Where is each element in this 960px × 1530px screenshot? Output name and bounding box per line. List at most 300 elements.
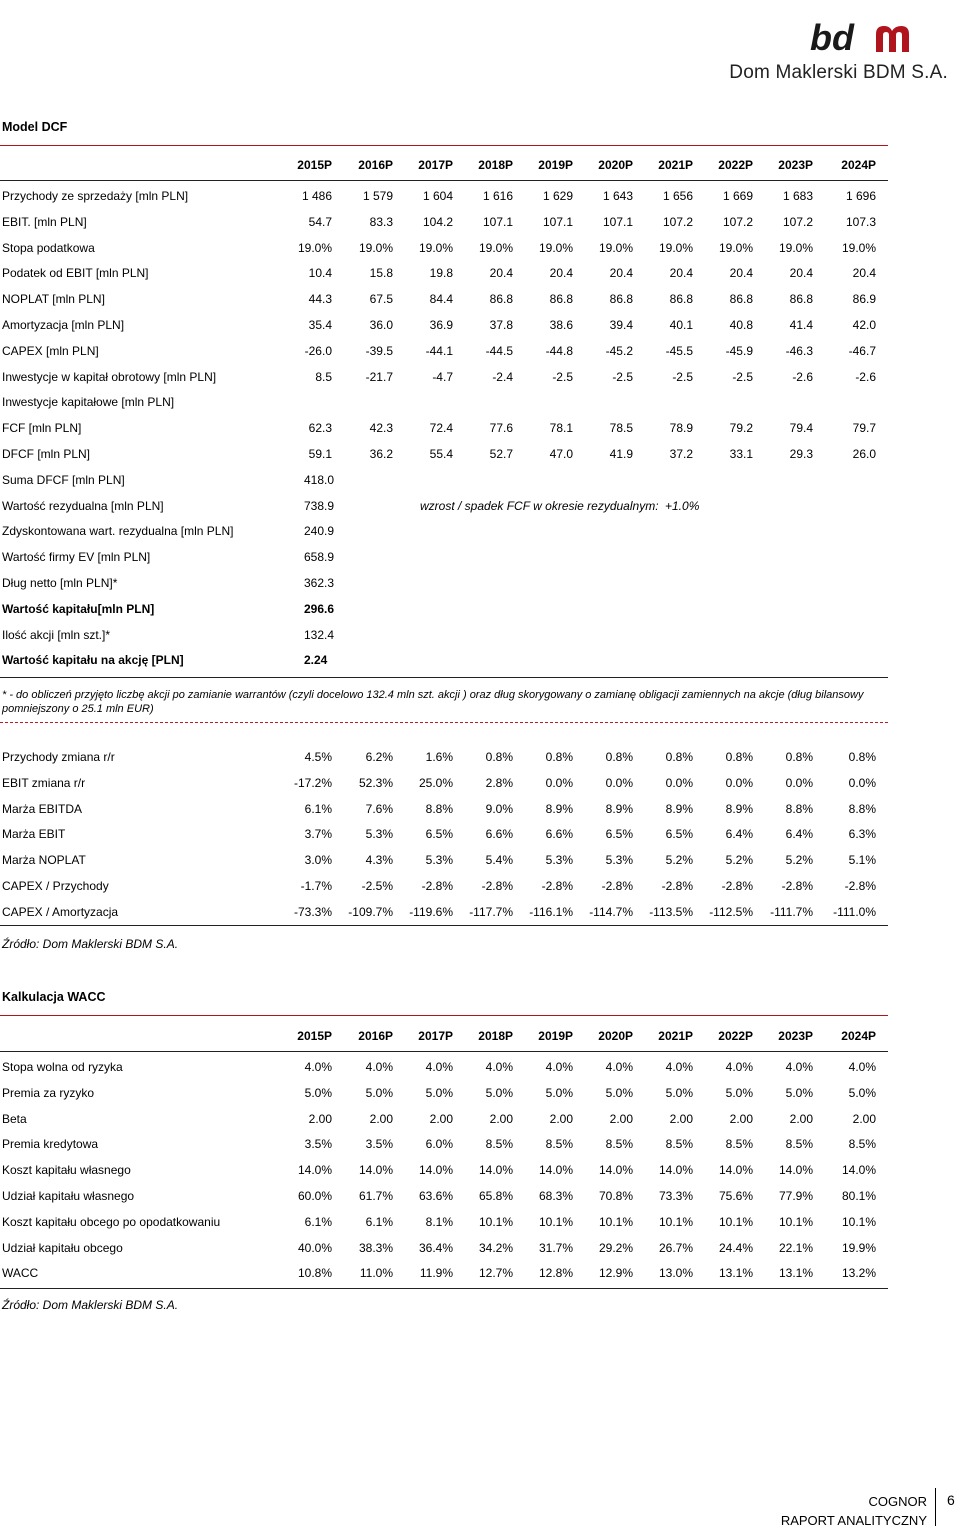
wacc-row-cell: 5.0% <box>605 1085 633 1100</box>
dcf-row-cell: -46.7 <box>848 343 876 358</box>
dcf-ratio-row-cell: 5.2% <box>725 853 753 868</box>
dcf-top-rule <box>0 145 888 146</box>
dcf-row-cell: 86.8 <box>669 292 693 307</box>
dcf-ratio-row-cell: 52.3% <box>358 775 393 790</box>
dcf-row-cell: 36.2 <box>369 447 393 461</box>
dcf-row-cell: -44.5 <box>485 343 513 358</box>
wacc-row-cell: 4.0% <box>665 1060 693 1074</box>
wacc-row-cell: 8.5% <box>485 1137 513 1152</box>
dcf-ratio-row <box>0 905 888 923</box>
wacc-row-cell: 14.0% <box>358 1163 393 1178</box>
dcf-ratio-row-cell: 8.9% <box>725 801 753 816</box>
dcf-row-cell: 20.4 <box>789 266 813 281</box>
dcf-row-cell: 107.1 <box>542 214 573 229</box>
wacc-row-cell: 3.5% <box>365 1137 393 1152</box>
dcf-ratio-row-cell: 6.2% <box>365 750 393 764</box>
dcf-row-cell: 15.8 <box>369 266 393 281</box>
dcf-ratio-row-cell: 5.2% <box>665 853 693 868</box>
wacc-row-cell: 10.1% <box>538 1214 573 1229</box>
wacc-row-cell: 4.0% <box>848 1060 876 1074</box>
dcf-summary-rule <box>0 677 888 678</box>
dcf-row-cell: 86.8 <box>609 292 633 307</box>
dcf-header-row-cell: 2017P <box>418 158 453 172</box>
wacc-row-cell: 14.0% <box>538 1163 573 1178</box>
wacc-row-cell: 10.1% <box>841 1214 876 1229</box>
wacc-row-cell: 5.0% <box>425 1085 453 1100</box>
wacc-row-label: Udział kapitału obcego <box>2 1240 123 1255</box>
wacc-row-cell: 5.0% <box>304 1085 332 1100</box>
dcf-row-cell: -44.1 <box>425 343 453 358</box>
dcf-ratio-row-cell: -2.5% <box>361 879 393 893</box>
wacc-source: Źródło: Dom Maklerski BDM S.A. <box>2 1298 179 1312</box>
dcf-row-cell: 1 643 <box>602 189 633 203</box>
dcf-ratio-row-cell: 0.8% <box>785 750 813 764</box>
dcf-ratio-row-cell: 0.0% <box>785 775 813 790</box>
dcf-row <box>0 318 888 336</box>
company-logo-text: Dom Maklerski BDM S.A. <box>729 62 948 83</box>
dcf-ratio-row-cell: 0.8% <box>725 750 753 764</box>
wacc-row-cell: 40.0% <box>297 1240 332 1255</box>
wacc-row-cell: 5.0% <box>365 1085 393 1100</box>
dcf-row-cell: 78.5 <box>609 421 633 436</box>
wacc-row-cell: 10.1% <box>718 1214 753 1229</box>
dcf-row-cell: -26.0 <box>304 343 332 358</box>
dcf-row-cell: 19.0% <box>658 240 693 255</box>
dcf-ratio-row-cell: -2.8% <box>721 879 753 893</box>
dcf-ratio-row-label: EBIT zmiana r/r <box>2 775 86 790</box>
wacc-row-cell: 4.0% <box>485 1060 513 1074</box>
dcf-header-rule <box>0 180 888 181</box>
dcf-row-cell: 44.3 <box>308 292 332 307</box>
dcf-row-cell: 42.3 <box>369 421 393 436</box>
dcf-row-cell: 72.4 <box>429 421 453 436</box>
wacc-row-cell: 29.2% <box>598 1240 633 1255</box>
dcf-row-cell: 19.8 <box>429 266 453 281</box>
dcf-ratio-row-cell: 6.4% <box>725 827 753 842</box>
dcf-ratio-row-cell: 7.6% <box>365 801 393 816</box>
wacc-row-cell: 8.5% <box>605 1137 633 1152</box>
dcf-ratio-row-cell: 0.8% <box>485 750 513 764</box>
dcf-ratio-row-cell: 0.0% <box>725 775 753 790</box>
wacc-row-cell: 14.0% <box>718 1163 753 1178</box>
wacc-row-cell: 12.8% <box>538 1266 573 1281</box>
dcf-row-cell: 55.4 <box>429 447 453 461</box>
wacc-row-cell: 5.0% <box>848 1085 876 1100</box>
dcf-row-cell: 19.0% <box>358 240 393 255</box>
dcf-row-cell: 19.0% <box>718 240 753 255</box>
dcf-row-cell: -46.3 <box>785 343 813 358</box>
wacc-row-cell: 38.3% <box>358 1240 393 1255</box>
wacc-row <box>0 1060 888 1078</box>
dcf-row-cell: 107.2 <box>722 214 753 229</box>
dcf-ratio-row-cell: 6.1% <box>304 801 332 816</box>
dcf-ratio-row <box>0 853 888 871</box>
dcf-ratio-row-cell: -2.8% <box>601 879 633 893</box>
dcf-ratio-row-cell: -109.7% <box>348 904 393 919</box>
dcf-ratio-row-cell: -2.8% <box>481 879 513 893</box>
dcf-row-label: NOPLAT [mln PLN] <box>2 292 105 307</box>
wacc-row-cell: 75.6% <box>718 1189 753 1203</box>
wacc-row-label: WACC <box>2 1266 39 1281</box>
footer-company: COGNOR <box>868 1494 927 1509</box>
wacc-row-label: Beta <box>2 1111 27 1126</box>
dcf-row-cell: 59.1 <box>308 447 332 461</box>
dcf-ratio-row-cell: 8.9% <box>605 801 633 816</box>
dcf-ratio-row-cell: 6.5% <box>425 827 453 842</box>
wacc-row-cell: 63.6% <box>418 1189 453 1203</box>
dcf-ratio-row-cell: -2.8% <box>844 879 876 893</box>
wacc-row-cell: 12.9% <box>598 1266 633 1281</box>
dcf-row-cell: 1 629 <box>542 189 573 203</box>
dcf-row <box>0 215 888 233</box>
dcf-row-cell: 33.1 <box>729 447 753 461</box>
wacc-row-cell: 2.00 <box>549 1111 573 1126</box>
dcf-summary-label: Dług netto [mln PLN]* <box>2 576 118 590</box>
wacc-header-row-cell: 2016P <box>358 1029 393 1043</box>
dcf-row-cell: -2.5 <box>612 369 633 384</box>
wacc-row-cell: 4.0% <box>545 1060 573 1074</box>
dcf-row <box>0 189 888 207</box>
dcf-row-label: DFCF [mln PLN] <box>2 447 91 461</box>
wacc-row-cell: 80.1% <box>841 1189 876 1203</box>
dcf-summary-value: 738.9 <box>304 498 335 513</box>
dcf-row-cell: 19.0% <box>778 240 813 255</box>
wacc-row-cell: 8.5% <box>665 1137 693 1152</box>
wacc-row-cell: 13.2% <box>841 1266 876 1281</box>
dcf-row-cell: -21.7 <box>365 369 393 384</box>
dcf-row-label: EBIT. [mln PLN] <box>2 214 87 229</box>
wacc-row <box>0 1086 888 1104</box>
dcf-summary-value: 240.9 <box>304 524 335 539</box>
dcf-dashed-rule <box>0 722 888 723</box>
dcf-ratio-row-cell: 8.8% <box>785 801 813 816</box>
dcf-row <box>0 241 888 259</box>
wacc-row-cell: 3.5% <box>304 1137 332 1152</box>
dcf-row-cell: 67.5 <box>369 292 393 307</box>
dcf-row <box>0 344 888 362</box>
dcf-summary-row <box>0 524 888 542</box>
dcf-ratio-row <box>0 827 888 845</box>
wacc-row-cell: 6.0% <box>425 1137 453 1152</box>
wacc-row-cell: 14.0% <box>778 1163 813 1178</box>
wacc-row-cell: 2.00 <box>729 1111 753 1126</box>
dcf-row-cell: 79.4 <box>789 421 813 436</box>
footer-separator <box>935 1488 936 1526</box>
wacc-row-cell: 8.5% <box>725 1137 753 1152</box>
dcf-row-cell: 62.3 <box>308 421 332 436</box>
dcf-row-cell: 8.5 <box>315 369 332 384</box>
dcf-row <box>0 292 888 310</box>
dcf-row-cell: 29.3 <box>789 447 813 461</box>
dcf-summary-label: Zdyskontowana wart. rezydualna [mln PLN] <box>2 524 234 539</box>
svg-text:bd: bd <box>810 18 854 58</box>
dcf-row-cell: 19.0% <box>418 240 453 255</box>
dcf-ratio-row-cell: 0.0% <box>665 775 693 790</box>
dcf-header-row-cell: 2018P <box>478 158 513 172</box>
dcf-row-cell: 79.2 <box>729 421 753 436</box>
dcf-ratio-row-cell: 8.9% <box>665 801 693 816</box>
wacc-row-cell: 22.1% <box>778 1240 813 1255</box>
dcf-summary-label: Wartość rezydualna [mln PLN] <box>2 498 164 513</box>
dcf-row-cell: -2.5 <box>732 369 753 384</box>
dcf-row-label: Stopa podatkowa <box>2 240 95 255</box>
dcf-ratio-row-cell: 6.6% <box>485 827 513 842</box>
dcf-row-cell: 1 696 <box>845 189 876 203</box>
wacc-row-cell: 5.0% <box>545 1085 573 1100</box>
dcf-row-cell: 20.4 <box>549 266 573 281</box>
dcf-row-cell: 1 486 <box>301 189 332 203</box>
dcf-header-row <box>0 158 888 176</box>
dcf-row-cell: 86.9 <box>852 292 876 307</box>
dcf-row <box>0 447 888 465</box>
wacc-row-cell: 12.7% <box>478 1266 513 1281</box>
dcf-ratio-row-cell: 5.3% <box>365 827 393 842</box>
wacc-row-cell: 4.0% <box>785 1060 813 1074</box>
wacc-row-cell: 2.00 <box>669 1111 693 1126</box>
dcf-ratio-row-cell: 9.0% <box>485 801 513 816</box>
dcf-header-row-cell: 2015P <box>297 158 332 172</box>
dcf-row-cell: 38.6 <box>549 318 573 332</box>
wacc-row-label: Koszt kapitału obcego po opodatkowaniu <box>2 1214 221 1229</box>
dcf-summary-row <box>0 653 888 671</box>
dcf-row-label: Przychody ze sprzedaży [mln PLN] <box>2 189 189 203</box>
wacc-row-cell: 2.00 <box>369 1111 393 1126</box>
wacc-row-cell: 73.3% <box>658 1189 693 1203</box>
dcf-ratio-row-cell: 5.1% <box>848 853 876 868</box>
wacc-row-cell: 6.1% <box>304 1214 332 1229</box>
dcf-row-cell: 1 656 <box>662 189 693 203</box>
dcf-summary-value: 296.6 <box>304 601 335 616</box>
dcf-ratio-row-cell: -1.7% <box>300 879 332 893</box>
dcf-row-cell: -2.5 <box>672 369 693 384</box>
dcf-row <box>0 395 888 413</box>
wacc-row-cell: 4.0% <box>725 1060 753 1074</box>
wacc-row-cell: 11.9% <box>419 1266 453 1281</box>
dcf-row-cell: 86.8 <box>549 292 573 307</box>
dcf-summary-label: Suma DFCF [mln PLN] <box>2 472 125 487</box>
dcf-ratio-row-cell: -111.7% <box>770 904 813 919</box>
dcf-row-cell: 20.4 <box>729 266 753 281</box>
dcf-ratio-row-cell: 6.5% <box>665 827 693 842</box>
wacc-header-row-cell: 2024P <box>841 1029 876 1043</box>
dcf-row-cell: 78.9 <box>669 421 693 436</box>
dcf-ratio-row-cell: 5.3% <box>605 853 633 868</box>
wacc-row-cell: 10.1% <box>778 1214 813 1229</box>
wacc-top-rule <box>0 1015 888 1016</box>
dcf-header-row-cell: 2024P <box>841 158 876 172</box>
wacc-row-cell: 60.0% <box>297 1189 332 1203</box>
dcf-ratio-row-cell: 0.0% <box>605 775 633 790</box>
wacc-row-cell: 61.7% <box>358 1189 393 1203</box>
dcf-ratio-row-cell: 2.8% <box>485 775 513 790</box>
wacc-row-cell: 13.1% <box>718 1266 753 1281</box>
wacc-row <box>0 1137 888 1155</box>
dcf-ratio-row-cell: 1.6% <box>425 750 453 764</box>
dcf-row-cell: 1 683 <box>782 189 813 203</box>
dcf-summary-label: Wartość kapitału[mln PLN] <box>2 601 155 616</box>
wacc-row-cell: 2.00 <box>609 1111 633 1126</box>
dcf-row-cell: 52.7 <box>489 447 513 461</box>
dcf-row-cell: -2.6 <box>855 369 876 384</box>
dcf-row-label: Podatek od EBIT [mln PLN] <box>2 266 149 281</box>
wacc-row-cell: 6.1% <box>365 1214 393 1229</box>
bdm-logo-icon <box>810 18 930 58</box>
wacc-row-cell: 77.9% <box>778 1189 813 1203</box>
dcf-row-label: CAPEX [mln PLN] <box>2 343 99 358</box>
dcf-bottom-rule <box>0 925 888 926</box>
wacc-row-cell: 5.0% <box>785 1085 813 1100</box>
dcf-summary-label: Wartość kapitału na akcję [PLN] <box>2 653 184 668</box>
dcf-summary-value: 418.0 <box>304 472 335 487</box>
dcf-row-cell: 107.1 <box>482 214 513 229</box>
dcf-ratio-row-cell: 0.8% <box>545 750 573 764</box>
dcf-ratio-row-cell: 25.0% <box>418 775 453 790</box>
dcf-summary-value: 2.24 <box>304 653 328 668</box>
wacc-row-cell: 10.1% <box>658 1214 693 1229</box>
dcf-ratio-row <box>0 802 888 820</box>
wacc-row <box>0 1215 888 1233</box>
wacc-row-cell: 14.0% <box>418 1163 453 1178</box>
dcf-ratio-row-label: CAPEX / Amortyzacja <box>2 904 119 919</box>
wacc-row-cell: 4.0% <box>365 1060 393 1074</box>
wacc-header-row-cell: 2022P <box>718 1029 753 1043</box>
wacc-header-row-cell: 2017P <box>418 1029 453 1043</box>
dcf-ratio-row-cell: 8.8% <box>848 801 876 816</box>
dcf-row-cell: 41.9 <box>609 447 633 461</box>
dcf-ratio-row-cell: 6.5% <box>605 827 633 842</box>
dcf-row-cell: -44.8 <box>545 343 573 358</box>
dcf-row-cell: -2.5 <box>552 369 573 384</box>
dcf-row-cell: -4.7 <box>432 369 453 384</box>
wacc-row-cell: 26.7% <box>658 1240 693 1255</box>
wacc-row-cell: 13.0% <box>658 1266 693 1281</box>
dcf-row-cell: 104.2 <box>422 214 453 229</box>
dcf-ratio-row-cell: 0.8% <box>848 750 876 764</box>
dcf-row-cell: -45.9 <box>725 343 753 358</box>
residual-growth-value: +1.0% <box>665 498 700 513</box>
wacc-section-title: Kalkulacja WACC <box>2 990 106 1004</box>
wacc-row-cell: 11.0% <box>359 1266 393 1281</box>
dcf-row-cell: 35.4 <box>308 318 332 332</box>
dcf-ratio-row-cell: -17.2% <box>293 775 332 790</box>
dcf-ratio-row-cell: -112.5% <box>709 904 753 919</box>
wacc-row-cell: 4.0% <box>605 1060 633 1074</box>
dcf-summary-row <box>0 499 888 517</box>
dcf-ratio-row-cell: -119.6% <box>409 904 453 919</box>
wacc-row-label: Premia kredytowa <box>2 1137 99 1152</box>
dcf-row <box>0 266 888 284</box>
wacc-row-label: Udział kapitału własnego <box>2 1189 135 1203</box>
dcf-row-cell: 107.3 <box>845 214 876 229</box>
dcf-row-cell: 39.4 <box>609 318 633 332</box>
dcf-row-cell: 40.8 <box>729 318 753 332</box>
dcf-ratio-row-cell: 5.2% <box>785 853 813 868</box>
wacc-row-cell: 8.5% <box>848 1137 876 1152</box>
wacc-row-cell: 10.8% <box>297 1266 332 1281</box>
dcf-row-cell: 78.1 <box>549 421 573 436</box>
dcf-row-cell: 77.6 <box>489 421 513 436</box>
dcf-row-cell: 1 579 <box>362 189 393 203</box>
wacc-row-cell: 2.00 <box>789 1111 813 1126</box>
wacc-row-cell: 14.0% <box>598 1163 633 1178</box>
wacc-row <box>0 1163 888 1181</box>
wacc-row-cell: 2.00 <box>489 1111 513 1126</box>
dcf-row-cell: 36.9 <box>429 318 453 332</box>
dcf-row-cell: 83.3 <box>369 214 393 229</box>
dcf-row-cell: 54.7 <box>308 214 332 229</box>
dcf-ratio-row-label: Marża EBIT <box>2 827 66 842</box>
dcf-header-row-cell: 2019P <box>538 158 573 172</box>
dcf-summary-value: 132.4 <box>304 627 335 642</box>
dcf-row-cell: 20.4 <box>669 266 693 281</box>
dcf-row-cell: -2.6 <box>792 369 813 384</box>
dcf-ratio-row-cell: 6.3% <box>848 827 876 842</box>
dcf-ratio-row-cell: -73.3% <box>293 904 332 919</box>
dcf-row-cell: 107.1 <box>602 214 633 229</box>
dcf-header-row-cell: 2022P <box>718 158 753 172</box>
dcf-row-cell: 79.7 <box>852 421 876 436</box>
dcf-ratio-row-label: CAPEX / Przychody <box>2 879 109 893</box>
wacc-header-row <box>0 1029 888 1047</box>
dcf-ratio-row-label: Marża EBITDA <box>2 801 83 816</box>
dcf-row-cell: 37.8 <box>489 318 513 332</box>
dcf-row-cell: -2.4 <box>492 369 513 384</box>
dcf-ratio-row-cell: -2.8% <box>781 879 813 893</box>
dcf-row-cell: 10.4 <box>308 266 332 281</box>
wacc-row-label: Premia za ryzyko <box>2 1085 95 1100</box>
dcf-ratio-row-cell: -113.5% <box>649 904 693 919</box>
dcf-row-label: Inwestycje kapitałowe [mln PLN] <box>2 395 175 410</box>
dcf-header-row-cell: 2016P <box>358 158 393 172</box>
dcf-row-cell: 20.4 <box>852 266 876 281</box>
dcf-row-cell: -45.5 <box>665 343 693 358</box>
dcf-summary-label: Ilość akcji [mln szt.]* <box>2 627 111 642</box>
wacc-row-cell: 8.5% <box>545 1137 573 1152</box>
dcf-row-cell: 107.2 <box>662 214 693 229</box>
wacc-header-rule <box>0 1051 888 1052</box>
wacc-row-cell: 24.4% <box>718 1240 753 1255</box>
dcf-summary-row <box>0 473 888 491</box>
dcf-header-row-cell: 2023P <box>778 158 813 172</box>
dcf-ratio-row-cell: -111.0% <box>833 904 876 919</box>
dcf-row <box>0 421 888 439</box>
footer-page-number: 6 <box>947 1492 955 1508</box>
dcf-ratio-row-cell: 5.3% <box>425 853 453 868</box>
dcf-ratio-row-cell: 5.3% <box>545 853 573 868</box>
wacc-row <box>0 1112 888 1130</box>
residual-growth-label: wzrost / spadek FCF w okresie rezydualnym: <box>420 498 659 513</box>
wacc-row <box>0 1241 888 1259</box>
dcf-row-cell: 20.4 <box>609 266 633 281</box>
dcf-ratio-row-cell: -117.7% <box>469 904 513 919</box>
dcf-row-cell: 19.0% <box>841 240 876 255</box>
dcf-row-cell: 36.0 <box>369 318 393 332</box>
wacc-row-cell: 19.9% <box>841 1240 876 1255</box>
wacc-row-cell: 14.0% <box>841 1163 876 1178</box>
dcf-row-cell: 20.4 <box>489 266 513 281</box>
dcf-summary-row <box>0 628 888 646</box>
dcf-ratio-row <box>0 776 888 794</box>
wacc-header-row-cell: 2020P <box>598 1029 633 1043</box>
dcf-ratio-row-cell: -114.7% <box>589 904 633 919</box>
dcf-ratio-row-cell: 8.8% <box>425 801 453 816</box>
dcf-row-cell: 26.0 <box>852 447 876 461</box>
dcf-ratio-row-cell: 0.8% <box>605 750 633 764</box>
wacc-row-cell: 5.0% <box>725 1085 753 1100</box>
dcf-ratio-row-cell: 3.0% <box>304 853 332 868</box>
dcf-summary-value: 658.9 <box>304 550 335 565</box>
wacc-row-cell: 13.1% <box>778 1266 813 1281</box>
